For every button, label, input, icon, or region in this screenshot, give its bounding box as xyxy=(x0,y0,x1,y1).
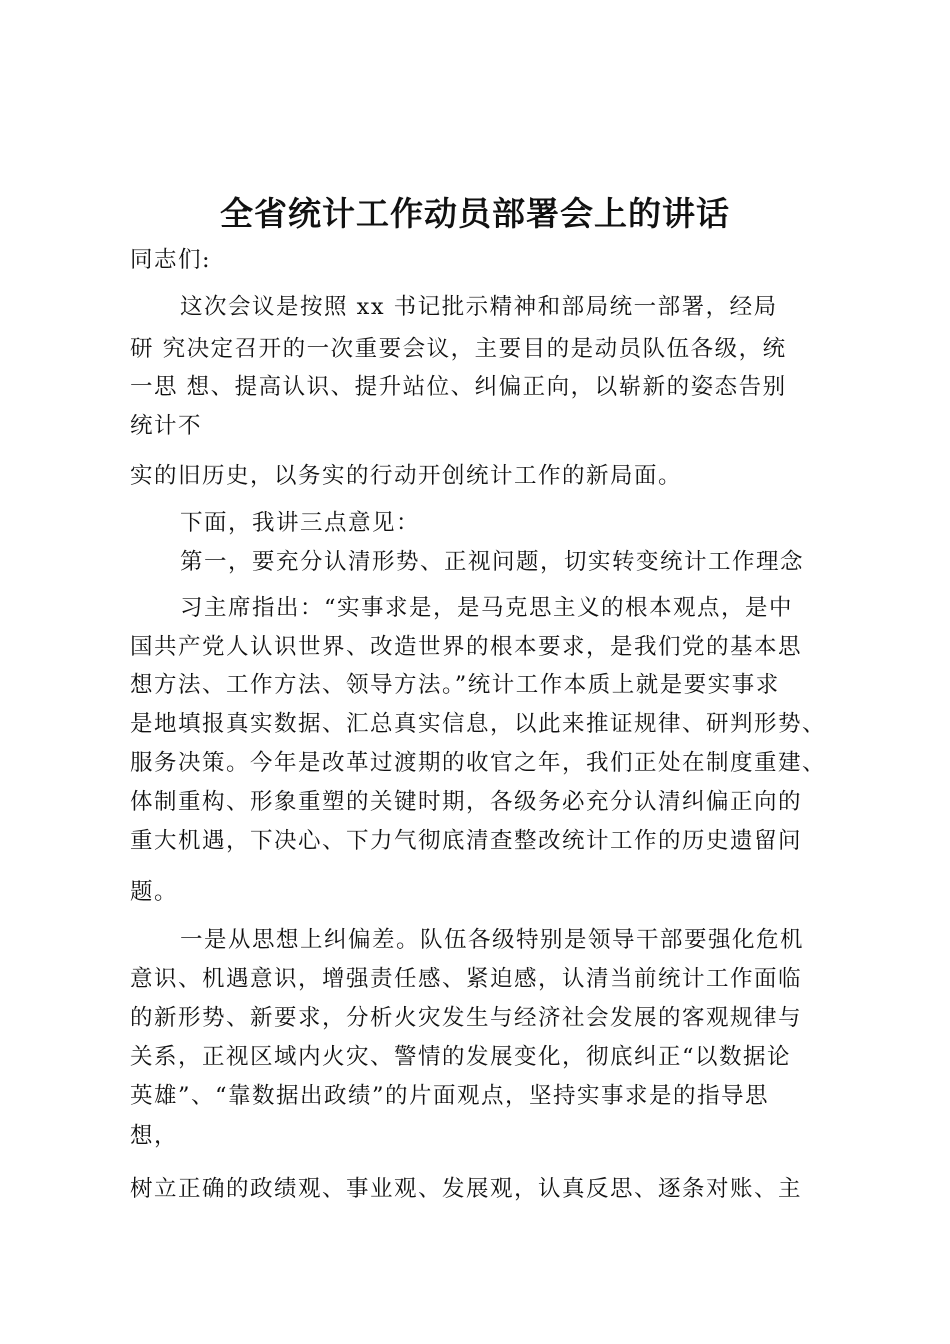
paragraph-line: 题。 xyxy=(130,879,179,905)
paragraph-line: 想， xyxy=(130,1123,179,1149)
document-title: 全省统计工作动员部署会上的讲话 xyxy=(220,194,730,233)
paragraph-line: 习主席指出：“实事求是，是马克思主义的根本观点，是中 xyxy=(180,595,794,621)
paragraph-line: 研 究决定召开的一次重要会议，主要目的是动员队伍各级，统 xyxy=(130,336,787,362)
paragraph-line: 服务决策。今年是改革过渡期的收官之年，我们正处在制度重建、 xyxy=(130,750,827,776)
paragraph-line: 统计不 xyxy=(130,413,203,439)
paragraph-line: 的新形势、新要求，分析火灾发生与经济社会发展的客观规律与 xyxy=(130,1005,803,1031)
paragraph-line: 关系，正视区域内火灾、警情的发展变化，彻底纠正“以数据论 xyxy=(130,1044,792,1070)
paragraph-line: 是地填报真实数据、汇总真实信息，以此来推证规律、研判形势、 xyxy=(130,711,827,737)
section-heading: 第一，要充分认清形势、正视问题，切实转变统计工作理念 xyxy=(180,549,805,575)
paragraph-line: 下面，我讲三点意见： xyxy=(180,510,421,536)
paragraph-line: 一思 想、提高认识、提升站位、纠偏正向，以崭新的姿态告别 xyxy=(130,374,787,400)
paragraph-line: 英雄”、“靠数据出政绩”的片面观点，坚持实事求是的指导思 xyxy=(130,1083,770,1109)
paragraph-line: 想方法、工作方法、领导方法。”统计工作本质上就是要实事求 xyxy=(130,672,780,698)
salutation: 同志们: xyxy=(130,247,212,273)
paragraph-line: 体制重构、形象重塑的关键时期，各级务必充分认清纠偏正向的 xyxy=(130,789,803,815)
paragraph-line: 实的旧历史，以务实的行动开创统计工作的新局面。 xyxy=(130,463,683,489)
paragraph-line: 树立正确的政绩观、事业观、发展观，认真反思、逐条对账、主 xyxy=(130,1176,803,1202)
paragraph-line: 一是从思想上纠偏差。队伍各级特别是领导干部要强化危机 xyxy=(180,927,805,953)
paragraph-line: 这次会议是按照 xx 书记批示精神和部局统一部署，经局 xyxy=(180,294,778,320)
paragraph-line: 重大机遇，下决心、下力气彻底清查整改统计工作的历史遗留问 xyxy=(130,828,803,854)
paragraph-line: 国共产党人认识世界、改造世界的根本要求，是我们党的基本思 xyxy=(130,634,803,660)
paragraph-line: 意识、机遇意识，增强责任感、紧迫感，认清当前统计工作面临 xyxy=(130,966,803,992)
